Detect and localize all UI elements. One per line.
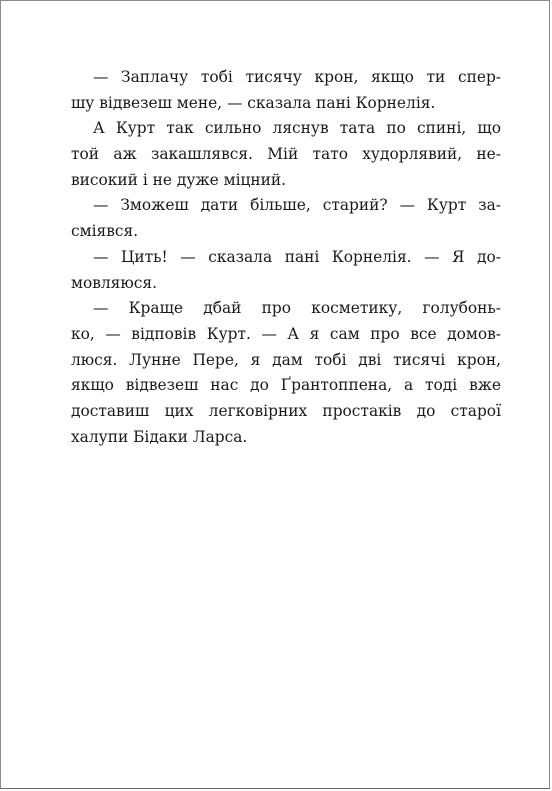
text-line: — Заплачу тобі тисячу крон, якщо ти спер- (93, 68, 501, 86)
paragraph-4 (71, 245, 501, 296)
body-text (71, 65, 501, 450)
text-line: халупи Бідаки Ларса. (71, 427, 248, 446)
text-line: високий і не дуже міцний. (71, 170, 287, 189)
text-line: той аж закашлявся. Мій тато худорлявий, не- (71, 145, 501, 164)
paragraph-3 (71, 193, 501, 244)
text-line: ко, — відповів Курт. — А я сам про все домов- (71, 324, 501, 343)
paragraph-5 (71, 296, 501, 450)
text-line: шу відвезеш мене, — сказала пані Корнелія. (71, 93, 436, 112)
paragraph-1 (71, 65, 501, 116)
text-line: доставиш цих легковірних простаків до старої (71, 401, 501, 420)
paragraph-2 (71, 116, 501, 193)
text-line: — Краще дбай про косметику, голубонь- (93, 299, 501, 318)
text-line: А Курт так сильно ляснув тата по спині, що (93, 119, 501, 138)
text-line: якщо відвезеш нас до Ґрантоппена, а тоді вже (71, 376, 501, 395)
text-line: мовляюся. (71, 273, 158, 292)
text-line: сміявся. (71, 222, 139, 241)
text-line: люся. Лунне Пере, я дам тобі дві тисячі крон, (71, 350, 501, 369)
text-line: — Зможеш дати більше, старий? — Курт за- (93, 196, 501, 215)
text-line: — Цить! — сказала пані Корнелія. — Я до- (93, 247, 501, 266)
